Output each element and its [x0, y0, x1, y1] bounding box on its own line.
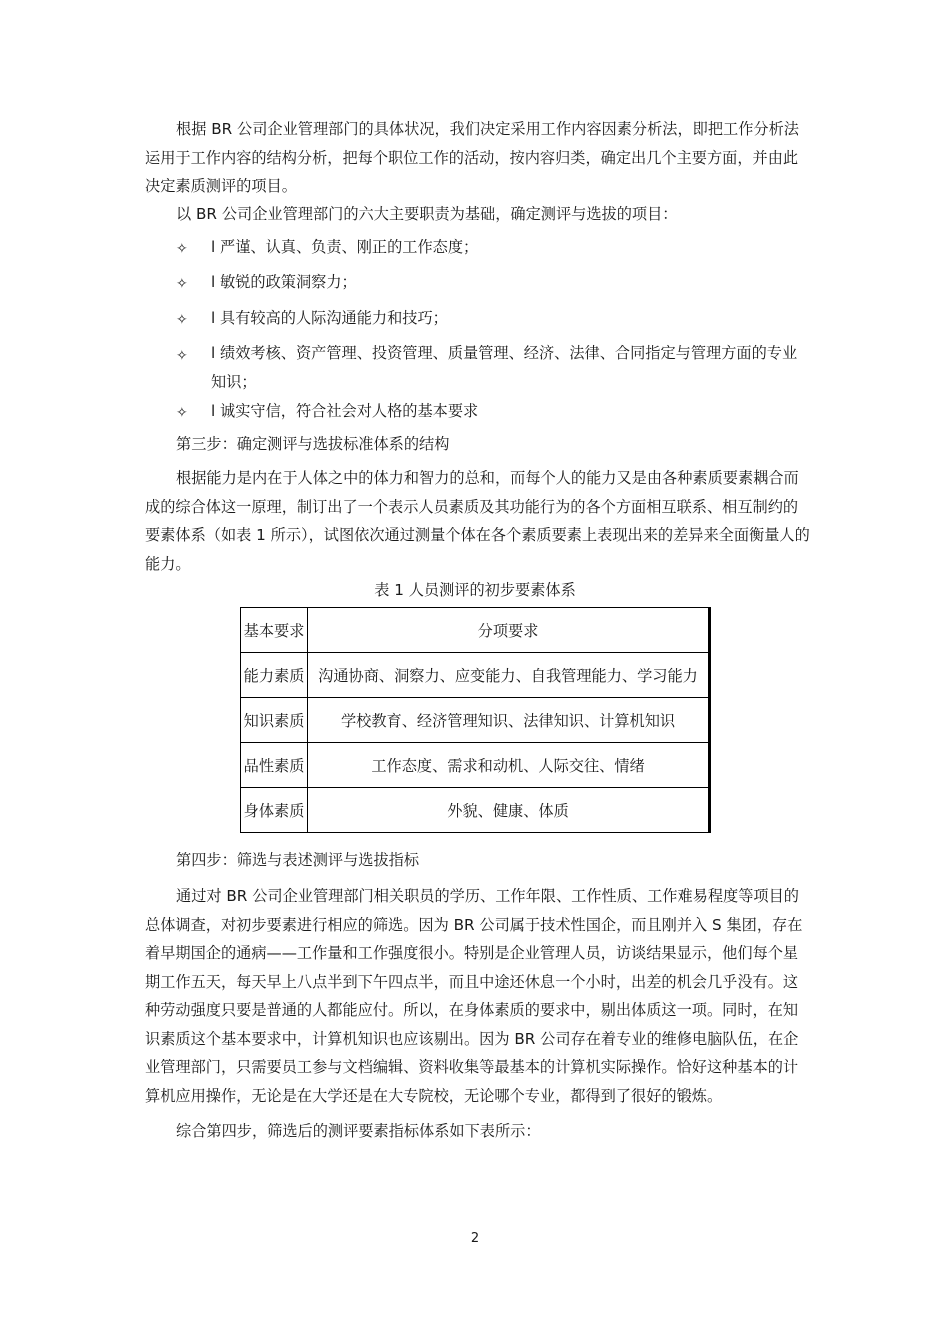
- table-cell: 沟通协商、洞察力、应变能力、自我管理能力、学习能力: [308, 653, 710, 698]
- table-cell: 品性素质: [241, 743, 308, 788]
- bullet-diamond-icon: ✧: [176, 348, 188, 364]
- elements-table: [240, 607, 711, 833]
- paragraph-method: 根据 BR 公司企业管理部门的具体状况，我们决定采用工作内容因素分析法，即把工作分析法运用于工作内容的结构分析，把每个职位工作的活动，按内容归类，确定出几个主要方面，并由此决定素质测评的项目。: [145, 120, 799, 195]
- table-header-cell: 基本要求: [241, 608, 308, 653]
- bullet-diamond-icon: ✧: [176, 276, 188, 292]
- table-header-row: [241, 608, 710, 653]
- step-three-heading: 第三步：确定测评与选拔标准体系的结构: [176, 435, 450, 453]
- page-number: 2: [470, 1231, 480, 1246]
- bullet-diamond-icon: ✧: [176, 312, 188, 328]
- paragraph-summary: 综合第四步，筛选后的测评要素指标体系如下表所示：: [176, 1122, 541, 1140]
- table-row: [241, 788, 710, 833]
- bullet-item: l 敏锐的政策洞察力；: [211, 273, 357, 291]
- bullet-item: l 具有较高的人际沟通能力和技巧；: [211, 309, 448, 327]
- table-cell: 知识素质: [241, 698, 308, 743]
- bullet-diamond-icon: ✧: [176, 241, 188, 257]
- bullet-item: l 诚实守信，符合社会对人格的基本要求: [211, 402, 479, 420]
- paragraph-ability-system: 根据能力是内在于人体之中的体力和智力的总和，而每个人的能力又是由各种素质要素耦合而成的综合体这一原理，制订出了一个表示人员素质及其功能行为的各个方面相互联系、相互制约的要素体系（如表 1 所示），试图依次通过测量个体在各个素质要素上表现出来的差异来全面衡量人的能力。: [145, 469, 810, 573]
- bullet-diamond-icon: ✧: [176, 405, 188, 421]
- bullet-item: l 严谨、认真、负责、刚正的工作态度；: [211, 238, 479, 256]
- table-row: [241, 698, 710, 743]
- table-cell: 能力素质: [241, 653, 308, 698]
- table-cell: 外貌、健康、体质: [308, 788, 710, 833]
- table-cell: 工作态度、需求和动机、人际交往、情绪: [308, 743, 710, 788]
- paragraph-screening: 通过对 BR 公司企业管理部门相关职员的学历、工作年限、工作性质、工作难易程度等项目的总体调查，对初步要素进行相应的筛选。因为 BR 公司属于技术性国企，而且刚并入 S 集团，存在着早期国企的通病——工作量和工作强度很小。特别是企业管理人员，访谈结果显示，他们每个星期工作五天，每天早上八点半到下午四点半，而且中途还休息一个小时，出差的机会几乎没有。这种劳动强度只要是普通的人都能应付。所以，在身体素质的要求中，剔出体质这一项。同时，在知识素质这个基本要求中，计算机知识也应该剔出。因为 BR 公司存在着专业的维修电脑队伍，在企业管理部门，只需要员工参与文档编辑、资料收集等最基本的计算机实际操作。恰好这种基本的计算机应用操作，无论是在大学还是在大专院校，无论哪个专业，都得到了很好的锻炼。: [145, 887, 803, 1105]
- table-row: [241, 653, 710, 698]
- table-caption: 表 1 人员测评的初步要素体系: [374, 581, 576, 599]
- paragraph-duties-intro: 以 BR 公司企业管理部门的六大主要职责为基础，确定测评与选拔的项目：: [176, 205, 678, 223]
- table-cell: 身体素质: [241, 788, 308, 833]
- bullet-item: l 绩效考核、资产管理、投资管理、质量管理、经济、法律、合同指定与管理方面的专业知识；: [211, 344, 798, 391]
- table-row: [241, 743, 710, 788]
- table-header-cell: 分项要求: [308, 608, 710, 653]
- table-cell: 学校教育、经济管理知识、法律知识、计算机知识: [308, 698, 710, 743]
- step-four-heading: 第四步：筛选与表述测评与选拔指标: [176, 851, 419, 869]
